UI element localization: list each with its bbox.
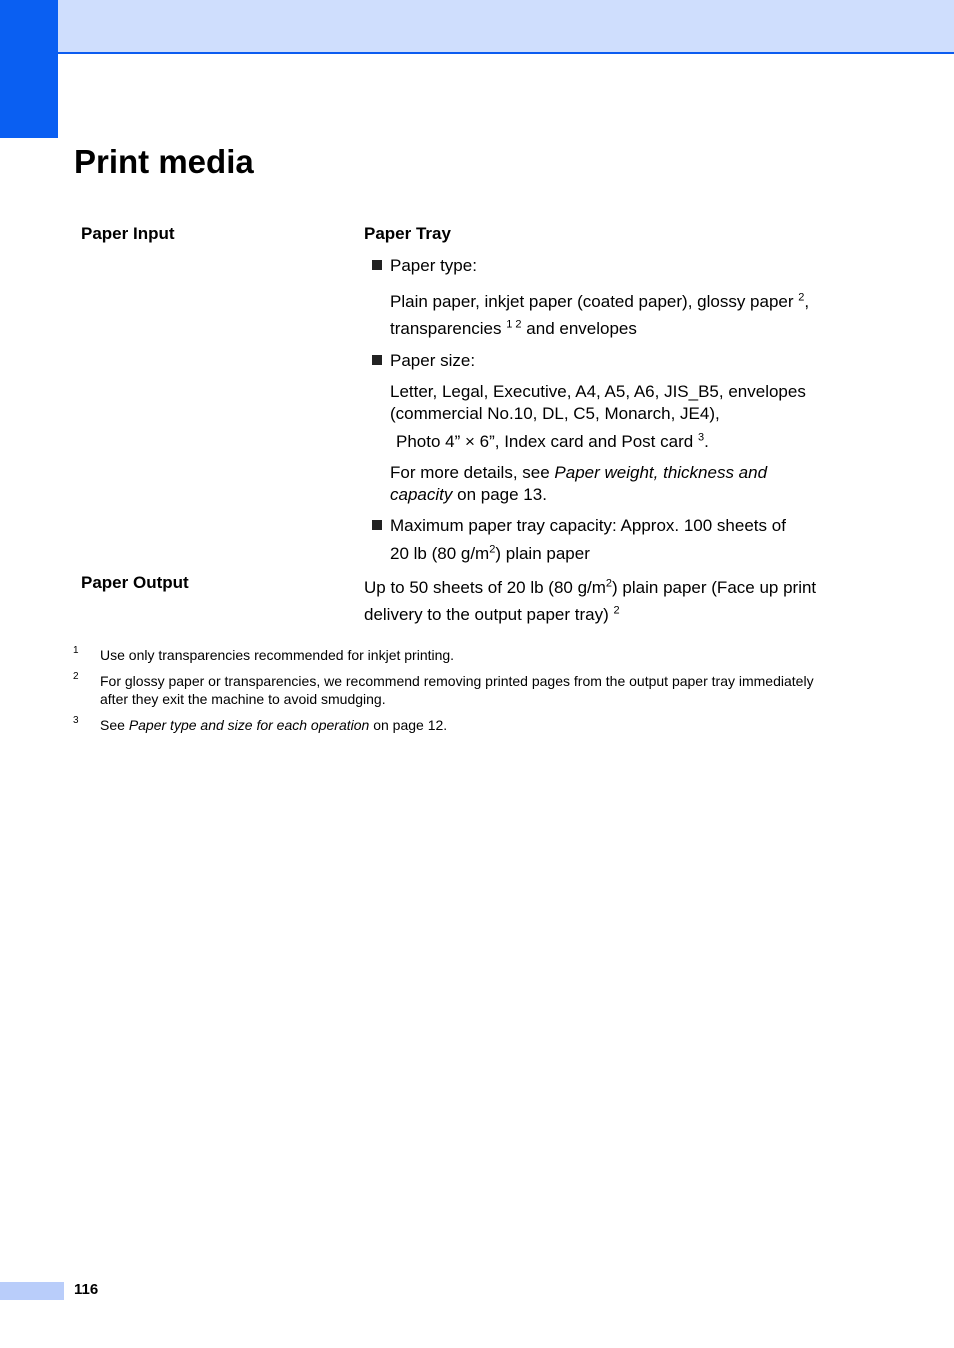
paper-type-label: Paper type: <box>390 256 477 275</box>
paper-output-line-1: Up to 50 sheets of 20 lb (80 $g/m^2$) plain paper (Face up print <box>364 577 817 597</box>
page-number: 116 <box>74 1281 99 1298</box>
paper-type-line-2: transparencies $^{1 2}$ and envelopes <box>390 318 637 338</box>
footer-tab <box>0 1282 64 1300</box>
paper-tray-heading: Paper Tray <box>364 224 451 243</box>
paper-output-line-2: delivery to the output paper tray) $^2$ <box>364 604 620 624</box>
footnote-number: 2 <box>73 671 79 682</box>
footnote-number: 3 <box>73 715 79 726</box>
footnote-text: See Paper type and size for each operation on page 12. <box>100 717 448 733</box>
paper-size-line-2: (commercial No.10, DL, C5, Monarch, JE4), <box>390 404 720 423</box>
footnote-text: Use only transparencies recommended for inkjet printing. <box>100 647 455 663</box>
capacity-line-1: Maximum paper tray capacity: Approx. 100 sheets of <box>390 516 786 535</box>
details-ref: Paper weight, thickness and <box>554 463 768 482</box>
paper-size-line-3: Photo 4” × 6”, Index card and Post card $^3$. <box>396 431 709 451</box>
page-title: Print media <box>74 143 254 180</box>
paper-type-line-1: Plain paper, inkjet paper (coated paper), glossy paper $^2$, <box>390 291 810 311</box>
footnote-text: after they exit the machine to avoid smudging. <box>100 691 386 707</box>
details-line-2: capacity on page 13. <box>390 485 547 504</box>
paper-output-label: Paper Output <box>81 573 189 592</box>
paper-size-label: Paper size: <box>390 351 476 370</box>
footnote-number: 1 <box>73 645 79 656</box>
details-line-1: For more details, see Paper weight, thickness and <box>390 463 768 482</box>
footnote-text: For glossy paper or transparencies, we recommend removing printed pages from the output paper tray immediately <box>100 673 814 689</box>
bullet-square-icon <box>372 355 382 365</box>
footnote-ref: Paper type and size for each operation <box>128 717 370 733</box>
chapter-tab <box>0 0 58 138</box>
paper-size-line-1: Letter, Legal, Executive, A4, A5, A6, JIS_B5, envelopes <box>390 382 806 401</box>
capacity-line-2: 20 lb (80 $g/m^2$) plain paper <box>390 543 590 563</box>
paper-input-label: Paper Input <box>81 224 175 243</box>
bullet-square-icon <box>372 520 382 530</box>
header-band <box>0 0 954 54</box>
bullet-square-icon <box>372 260 382 270</box>
